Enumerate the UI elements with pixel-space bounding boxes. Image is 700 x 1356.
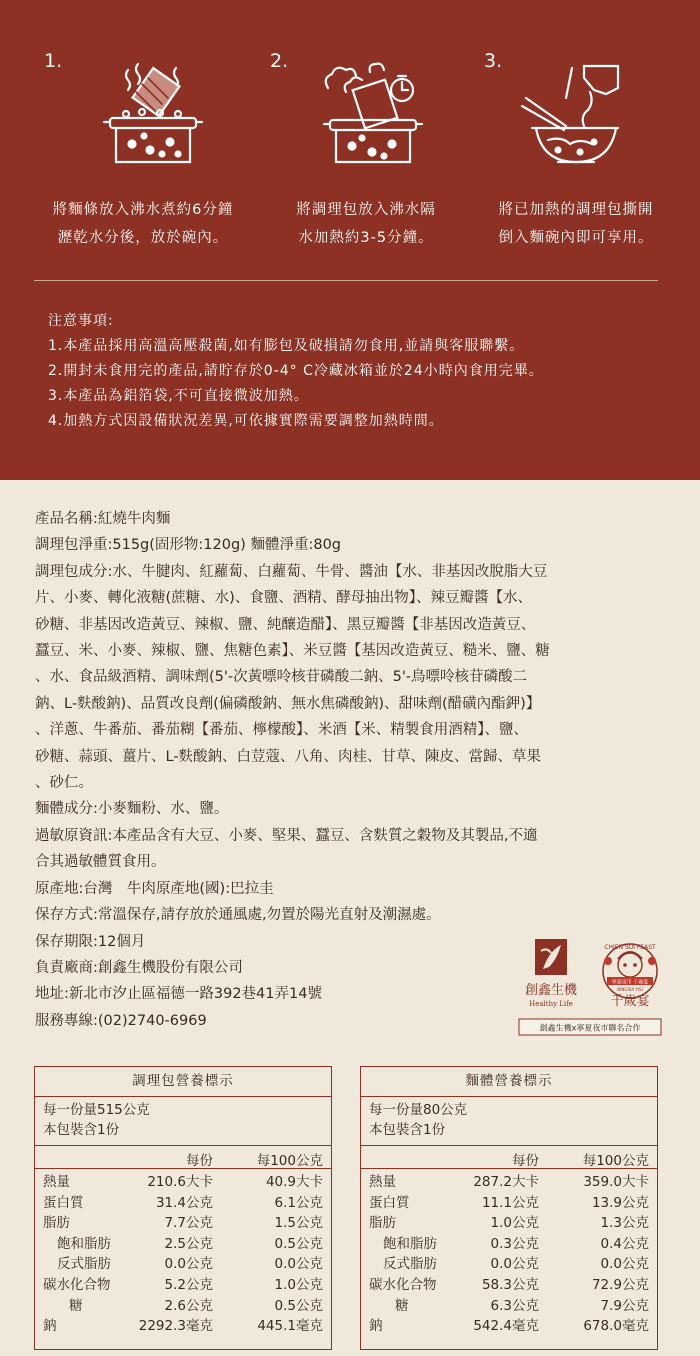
nutrition-row	[361, 1234, 657, 1255]
step-2-number: 2.	[270, 50, 289, 72]
nutrient-name: 糖	[395, 1297, 409, 1314]
nutrition-row	[361, 1275, 657, 1296]
nutrient-per-100g: 0.0公克	[274, 1256, 323, 1273]
nutrition-row	[35, 1275, 331, 1296]
net-weight: 調理包淨重:515g(固形物:120g) 麵體淨重:80g	[35, 537, 341, 554]
storage: 保存方式:常溫保存,請存放於通風處,勿置於陽光直射及潮濕處。	[35, 907, 441, 924]
nutrient-per-100g: 1.0公克	[274, 1276, 323, 1293]
address: 地址:新北市汐止區福德一路392巷41弄14號	[35, 986, 322, 1003]
nutrient-per-100g: 678.0毫克	[583, 1318, 649, 1335]
nutrient-name: 脂肪	[43, 1215, 70, 1232]
step-1-number: 1.	[44, 50, 63, 72]
origin: 原產地:台灣 牛肉原產地(國):巴拉圭	[35, 880, 274, 897]
nutrient-per-serving: 1.0公克	[490, 1215, 539, 1232]
notice-section	[48, 309, 678, 434]
brand-cn: 創鑫生機	[524, 983, 578, 998]
nutrient-per-100g: 359.0大卡	[583, 1174, 649, 1190]
nutrition-header	[361, 1145, 657, 1169]
col-per-100g: 每100公克	[582, 1153, 649, 1169]
nutrient-per-100g: 0.5公克	[274, 1297, 323, 1314]
servings-per-pack: 本包裝含1份	[369, 1122, 446, 1138]
notice-item: 1.本產品採用高溫高壓殺菌,如有膨包及破損請勿食用,並請與客服聯繫。	[48, 338, 525, 354]
nutrient-per-serving: 11.1公克	[481, 1194, 539, 1211]
nutrient-name: 蛋白質	[43, 1194, 84, 1211]
servings-per-pack: 本包裝含1份	[43, 1122, 120, 1138]
col-per-serving: 每份	[186, 1153, 213, 1169]
noodles-into-boiling-pot-icon	[98, 62, 208, 172]
nutrition-table-sauce	[34, 1066, 332, 1350]
nutrient-name: 熱量	[43, 1174, 70, 1190]
nutrition-row	[35, 1254, 331, 1275]
notice-item: 2.開封未食用完的產品,請貯存於0-4° C冷藏冰箱並於24小時內食用完畢。	[48, 363, 544, 379]
nutrient-per-serving: 287.2大卡	[473, 1174, 539, 1190]
nutrient-per-serving: 210.6大卡	[147, 1174, 213, 1190]
nutrient-per-100g: 40.9大卡	[265, 1174, 323, 1190]
nutrient-per-100g: 1.3公克	[600, 1215, 649, 1232]
brand-logo-icon	[515, 935, 665, 1045]
nutrition-row	[361, 1213, 657, 1234]
nutrition-row	[35, 1172, 331, 1193]
nutrition-row	[361, 1254, 657, 1275]
nutrition-meta	[35, 1097, 331, 1145]
nutrient-per-serving: 542.4毫克	[473, 1318, 539, 1335]
nutrient-name: 鈉	[43, 1318, 57, 1335]
sauce-pack-in-pot-timer-icon	[318, 62, 428, 172]
ingredients-line: 、砂仁。	[35, 775, 93, 792]
ingredients-line: 蠶豆、米、小麥、辣椒、鹽、焦糖色素】、米豆醬【基因改造黃豆、糙米、鹽、糖	[35, 643, 550, 660]
nutrition-header	[35, 1145, 331, 1169]
nutrition-meta	[361, 1097, 657, 1145]
nutrition-row	[35, 1234, 331, 1255]
shelf-life: 保存期限:12個月	[35, 933, 146, 950]
nutrition-title: 調理包營養標示	[35, 1067, 331, 1097]
step-3-number: 3.	[484, 50, 503, 72]
step-2-text: 將調理包放入沸水隔 水加熱約3-5分鐘。	[296, 202, 436, 246]
nutrient-name: 反式脂肪	[57, 1256, 111, 1273]
nutrient-per-100g: 6.1公克	[274, 1194, 323, 1211]
allergen-info: 過敏原資訊:本產品含有大豆、小麥、堅果、蠶豆、含麩質之穀物及其製品,不適	[35, 827, 538, 844]
nutrition-rows	[35, 1169, 331, 1337]
notice-item: 4.加熱方式因設備狀況差異,可依據實際需要調整加熱時間。	[48, 413, 444, 429]
nutrient-name: 反式脂肪	[383, 1256, 437, 1273]
serving-size: 每一份量80公克	[369, 1102, 468, 1118]
collab-note: 創鑫生機x寧夏夜市聯名合作	[539, 1023, 641, 1033]
nutrition-row	[35, 1213, 331, 1234]
nutrient-name: 鈉	[369, 1318, 383, 1335]
nutrition-title: 麵體營養標示	[361, 1067, 657, 1097]
nutrient-name: 飽和脂肪	[57, 1235, 111, 1252]
nutrient-per-serving: 7.7公克	[164, 1215, 213, 1232]
notice-item: 3.本產品為鋁箔袋,不可直接微波加熱。	[48, 388, 309, 404]
manufacturer: 負責廠商:創鑫生機股份有限公司	[35, 959, 243, 976]
nutrient-per-100g: 445.1毫克	[257, 1318, 323, 1335]
nutrient-per-100g: 0.5公克	[274, 1235, 323, 1252]
product-name: 產品名稱:紅燒牛肉麵	[35, 511, 171, 527]
nutrient-name: 飽和脂肪	[383, 1235, 437, 1252]
nutrient-per-serving: 0.3公克	[490, 1235, 539, 1252]
divider	[34, 280, 658, 281]
nutrient-per-serving: 2292.3毫克	[138, 1318, 213, 1335]
nutrient-per-100g: 7.9公克	[600, 1297, 649, 1314]
nutrient-per-serving: 0.0公克	[164, 1256, 213, 1273]
nutrition-row	[35, 1296, 331, 1317]
partner-cn: 千歲宴	[610, 994, 650, 1009]
ingredients-line: 鈉、L-麩酸鈉)、品質改良劑(偏磷酸鈉、無水焦磷酸鈉)、甜味劑(醋磺內酯鉀)】	[35, 695, 541, 712]
nutrient-per-100g: 72.9公克	[591, 1276, 649, 1293]
nutrient-name: 糖	[69, 1297, 83, 1314]
nutrient-per-serving: 2.5公克	[164, 1235, 213, 1252]
nutrition-row	[361, 1296, 657, 1317]
nutrient-name: 脂肪	[369, 1215, 396, 1232]
col-per-100g: 每100公克	[256, 1153, 323, 1169]
nutrient-per-serving: 0.0公克	[490, 1256, 539, 1273]
ingredients-line: 調理包成分:水、牛腱肉、紅蘿蔔、白蘿蔔、牛骨、醬油【水、非基因改脫脂大豆	[35, 563, 548, 580]
nutrient-per-serving: 6.3公克	[490, 1297, 539, 1314]
nutrition-rows	[361, 1169, 657, 1337]
nutrition-table-noodle	[360, 1066, 658, 1350]
ingredients-line: 砂糖、蒜頭、薑片、L-麩酸鈉、白荳蔻、八角、肉桂、甘草、陳皮、當歸、草果	[35, 748, 542, 765]
serving-size: 每一份量515公克	[43, 1102, 150, 1118]
nutrition-row	[35, 1193, 331, 1214]
nutrition-row	[361, 1316, 657, 1337]
nutrition-row	[35, 1316, 331, 1337]
notice-title: 注意事項:	[48, 313, 114, 329]
nutrient-per-serving: 2.6公克	[164, 1297, 213, 1314]
instructions-panel	[0, 0, 700, 480]
nutrient-per-serving: 5.2公克	[164, 1276, 213, 1293]
nutrient-per-serving: 31.4公克	[155, 1194, 213, 1211]
nutrient-per-100g: 13.9公克	[591, 1194, 649, 1211]
ingredients-line: 、水、食品級酒精、調味劑(5'-次黃嘌呤核苷磷酸二鈉、5'-鳥嘌呤核苷磷酸二	[35, 669, 528, 686]
allergen-info: 合其過敏體質食用。	[35, 854, 166, 871]
ingredients-line: 片、小麥、轉化液糖(蔗糖、水)、食鹽、酒精、酵母抽出物】、辣豆瓣醬【水、	[35, 590, 533, 607]
nutrient-per-serving: 58.3公克	[481, 1276, 539, 1293]
nutrient-per-100g: 0.4公克	[600, 1235, 649, 1252]
nutrient-per-100g: 0.0公克	[600, 1256, 649, 1273]
pour-sauce-into-bowl-icon	[518, 62, 628, 172]
brand-en: Healthy Life	[529, 1000, 573, 1008]
ingredients-line: 、洋蔥、牛番茄、番茄糊【番茄、檸檬酸】、米酒【米、精製食用酒精】、鹽、	[35, 722, 528, 739]
step-1-text: 將麵條放入沸水煮約6分鐘 瀝乾水分後，放於碗內。	[52, 202, 234, 246]
step-3-text: 將已加熱的調理包撕開 倒入麵碗內即可享用。	[498, 202, 654, 246]
nutrition-row	[361, 1193, 657, 1214]
nutrient-name: 蛋白質	[369, 1194, 410, 1211]
nutrient-name: 熱量	[369, 1174, 396, 1190]
partner-arc: CHIEN SUI FEAST	[604, 944, 656, 951]
service-phone: 服務專線:(02)2740-6969	[35, 1012, 207, 1029]
nutrition-row	[361, 1172, 657, 1193]
nutrient-name: 碳水化合物	[43, 1276, 111, 1293]
brand-logos	[515, 935, 665, 1045]
partner-small: NINGXIA YISI	[617, 987, 643, 992]
ingredients-line: 砂糖、非基因改造黃豆、辣椒、鹽、純釀造醋】、黑豆瓣醬【非基因改造黃豆、	[35, 616, 536, 633]
partner-ribbon: 寧夏夜市 千歲宴	[611, 979, 649, 986]
nutrient-per-100g: 1.5公克	[274, 1215, 323, 1232]
noodle-ingredients: 麵體成分:小麥麵粉、水、鹽。	[35, 801, 229, 818]
col-per-serving: 每份	[512, 1153, 539, 1169]
nutrient-name: 碳水化合物	[369, 1276, 437, 1293]
